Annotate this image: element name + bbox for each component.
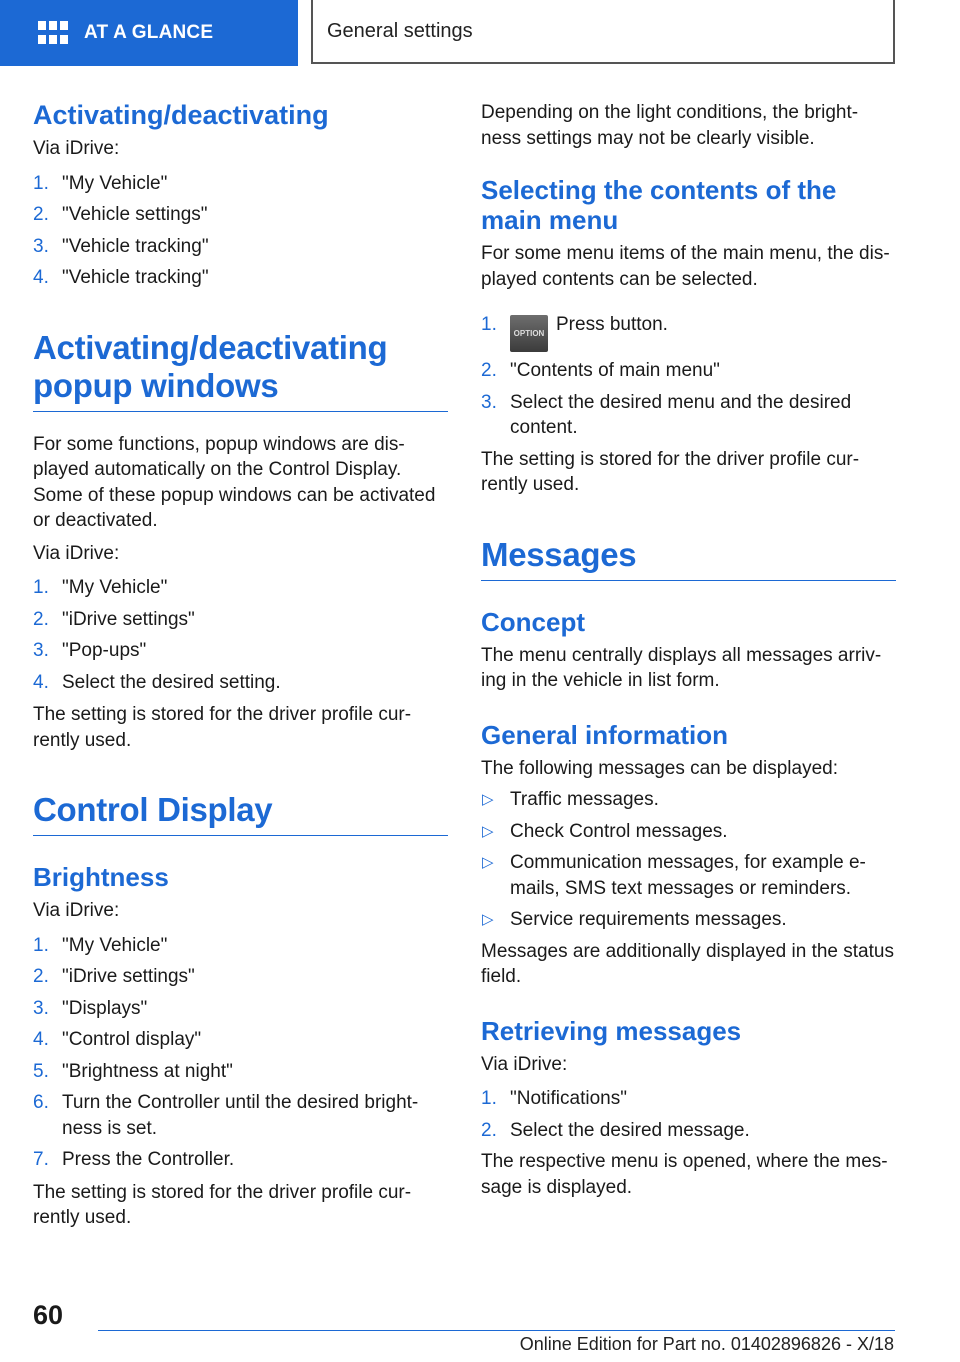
page-header xyxy=(0,0,960,66)
list-item xyxy=(33,1147,448,1173)
section-heading-messages xyxy=(481,536,896,581)
text-line: Some of these popup windows can be activated xyxy=(33,484,436,506)
text-line: rently used. xyxy=(33,1207,132,1228)
list-item xyxy=(481,907,896,933)
status-note xyxy=(481,939,896,990)
heading-messages: Messages xyxy=(481,535,637,573)
step-number: 3. xyxy=(33,997,49,1019)
heading-brightness: Brightness xyxy=(33,862,169,892)
step-number: 4. xyxy=(33,267,49,288)
list-item xyxy=(33,996,448,1022)
list-item xyxy=(33,1090,448,1141)
step-text: Press button. xyxy=(556,314,668,335)
edition-text: Online Edition for Part no. 01402896826 - X/18 xyxy=(519,1334,894,1354)
list-item xyxy=(481,1086,896,1112)
item-text: mails, SMS text messages or reminders. xyxy=(510,877,852,899)
step-number: 4. xyxy=(33,671,49,693)
item-text: "Vehicle tracking" xyxy=(62,235,209,257)
item-text: "Vehicle tracking" xyxy=(62,267,209,288)
text-line: The setting is stored for the driver profile cur- xyxy=(33,704,412,725)
item-text: "Control display" xyxy=(62,1029,202,1050)
item-text: Press the Controller. xyxy=(62,1149,235,1170)
item-text: Turn the Controller until the desired bright- xyxy=(62,1092,419,1113)
text-line: or deactivated. xyxy=(33,510,158,531)
list-item xyxy=(33,202,448,228)
concept-paragraph xyxy=(481,643,896,694)
list-item xyxy=(33,171,448,197)
text-line: For some functions, popup windows are dis- xyxy=(33,433,405,455)
grid-icon xyxy=(38,21,68,45)
list-item xyxy=(33,933,448,959)
heading-general-information: General information xyxy=(481,719,729,750)
triangle-bullet-icon: ▷ xyxy=(482,822,494,840)
triangle-bullet-icon: ▷ xyxy=(482,911,494,928)
triangle-bullet-icon: ▷ xyxy=(482,854,494,871)
item-text: Select the desired message. xyxy=(510,1119,750,1141)
item-text: Service requirements messages. xyxy=(510,909,787,930)
steps-list xyxy=(33,171,448,291)
step-number: 3. xyxy=(33,640,49,661)
item-text: "Displays" xyxy=(62,997,148,1019)
text-line: Messages are additionally displayed in the status xyxy=(481,940,894,962)
text-line: The respective menu is opened, where the mes- xyxy=(481,1151,888,1172)
via-idrive-text: Via iDrive: xyxy=(481,1053,568,1075)
step-number: 4. xyxy=(33,1029,49,1050)
step-number: 1. xyxy=(33,577,49,598)
steps-list xyxy=(481,1086,896,1143)
gi-intro: The following messages can be displayed: xyxy=(481,757,838,779)
page-title: General settings xyxy=(311,0,895,64)
step-number: 2. xyxy=(33,608,49,630)
heading-retrieving-messages: Retrieving messages xyxy=(481,1015,742,1046)
list-item xyxy=(33,575,448,601)
step-number: 2. xyxy=(33,204,49,225)
text-line: ing in the vehicle in list form. xyxy=(481,670,720,691)
page-number: 60 xyxy=(33,1300,64,1330)
step-text: "Contents of main menu" xyxy=(510,360,720,381)
item-text: "iDrive settings" xyxy=(62,608,195,630)
item-text: "Notifications" xyxy=(510,1088,627,1109)
left-column xyxy=(33,100,448,1231)
section-label: AT A GLANCE xyxy=(84,22,214,43)
messages-list xyxy=(481,787,896,933)
heading-popup-line2: popup windows xyxy=(33,366,279,404)
steps-list xyxy=(33,933,448,1173)
step-number: 1. xyxy=(33,172,49,194)
footer-divider xyxy=(98,1330,895,1331)
text-line: rently used. xyxy=(33,729,132,751)
step-number: 2. xyxy=(33,966,49,987)
item-text: "My Vehicle" xyxy=(62,577,168,598)
list-item xyxy=(33,607,448,633)
visibility-paragraph xyxy=(481,100,896,151)
main-menu-paragraph xyxy=(481,241,896,292)
step-number: 2. xyxy=(481,1119,497,1141)
item-text: Traffic messages. xyxy=(510,789,659,810)
steps-list xyxy=(33,575,448,695)
list-item xyxy=(481,390,896,441)
text-line: The menu centrally displays all messages arriv- xyxy=(481,644,882,666)
profile-note xyxy=(33,1180,448,1231)
heading-main-menu-line2: main menu xyxy=(481,205,619,235)
item-text: "My Vehicle" xyxy=(62,172,168,194)
heading-concept: Concept xyxy=(481,606,585,637)
text-line: ness settings may not be clearly visible. xyxy=(481,127,815,149)
text-line: played contents can be selected. xyxy=(481,268,758,290)
item-text: "iDrive settings" xyxy=(62,966,195,987)
step-number: 7. xyxy=(33,1149,49,1170)
list-item xyxy=(481,850,896,901)
text-line: The setting is stored for the driver profile cur- xyxy=(481,448,860,470)
list-item xyxy=(33,638,448,664)
step-number: 6. xyxy=(33,1092,49,1113)
step-number: 1. xyxy=(481,1088,497,1109)
list-item xyxy=(33,265,448,291)
list-item xyxy=(481,1118,896,1144)
via-idrive-text: Via iDrive: xyxy=(33,542,120,564)
step-number: 5. xyxy=(33,1060,49,1082)
heading-activating: Activating/deactivating xyxy=(33,100,329,130)
list-item xyxy=(33,234,448,260)
item-text: "Brightness at night" xyxy=(62,1060,233,1082)
profile-note xyxy=(481,447,896,498)
text-line: The setting is stored for the driver profile cur- xyxy=(33,1181,412,1203)
text-line: sage is displayed. xyxy=(481,1176,633,1198)
section-heading-control-display xyxy=(33,791,448,836)
step-number: 1. xyxy=(33,934,49,956)
list-item xyxy=(33,670,448,696)
list-item xyxy=(481,312,896,352)
heading-popup-line1: Activating/deactivating xyxy=(33,328,388,366)
item-text: "My Vehicle" xyxy=(62,934,168,956)
step-number: 3. xyxy=(481,391,497,413)
list-item xyxy=(481,787,896,813)
item-text: ness is set. xyxy=(62,1117,158,1139)
profile-note xyxy=(33,702,448,753)
list-item xyxy=(33,1027,448,1053)
via-idrive-text: Via iDrive: xyxy=(33,138,120,159)
heading-control-display: Control Display xyxy=(33,791,273,828)
heading-main-menu-line1: Selecting the contents of the xyxy=(481,175,837,205)
section-tab[interactable] xyxy=(0,0,298,66)
step-text: Select the desired menu and the desired xyxy=(510,391,852,413)
popup-paragraph xyxy=(33,432,448,534)
triangle-bullet-icon: ▷ xyxy=(482,791,494,808)
section-heading-popup xyxy=(33,329,448,412)
text-line: For some menu items of the main menu, the dis- xyxy=(481,243,890,264)
option-button-icon: OPTION xyxy=(510,315,548,352)
menu-note xyxy=(481,1149,896,1200)
item-text: Communication messages, for example e- xyxy=(510,852,866,873)
item-text: "Vehicle settings" xyxy=(62,204,208,225)
item-text: Check Control messages. xyxy=(510,820,728,842)
list-item xyxy=(33,1059,448,1085)
text-line: field. xyxy=(481,966,522,987)
step-number: 1. xyxy=(481,314,497,335)
list-item xyxy=(33,964,448,990)
step-number: 2. xyxy=(481,360,497,381)
step-text: content. xyxy=(510,417,578,438)
text-line: played automatically on the Control Display. xyxy=(33,459,402,480)
text-line: rently used. xyxy=(481,474,580,495)
right-column xyxy=(481,100,896,1200)
list-item xyxy=(481,358,896,384)
via-idrive-text: Via iDrive: xyxy=(33,900,120,921)
step-number: 3. xyxy=(33,235,49,257)
item-text: "Pop-ups" xyxy=(62,640,147,661)
text-line: Depending on the light conditions, the bright- xyxy=(481,102,859,123)
list-item xyxy=(481,819,896,845)
item-text: Select the desired setting. xyxy=(62,671,281,693)
steps-list xyxy=(481,312,896,441)
